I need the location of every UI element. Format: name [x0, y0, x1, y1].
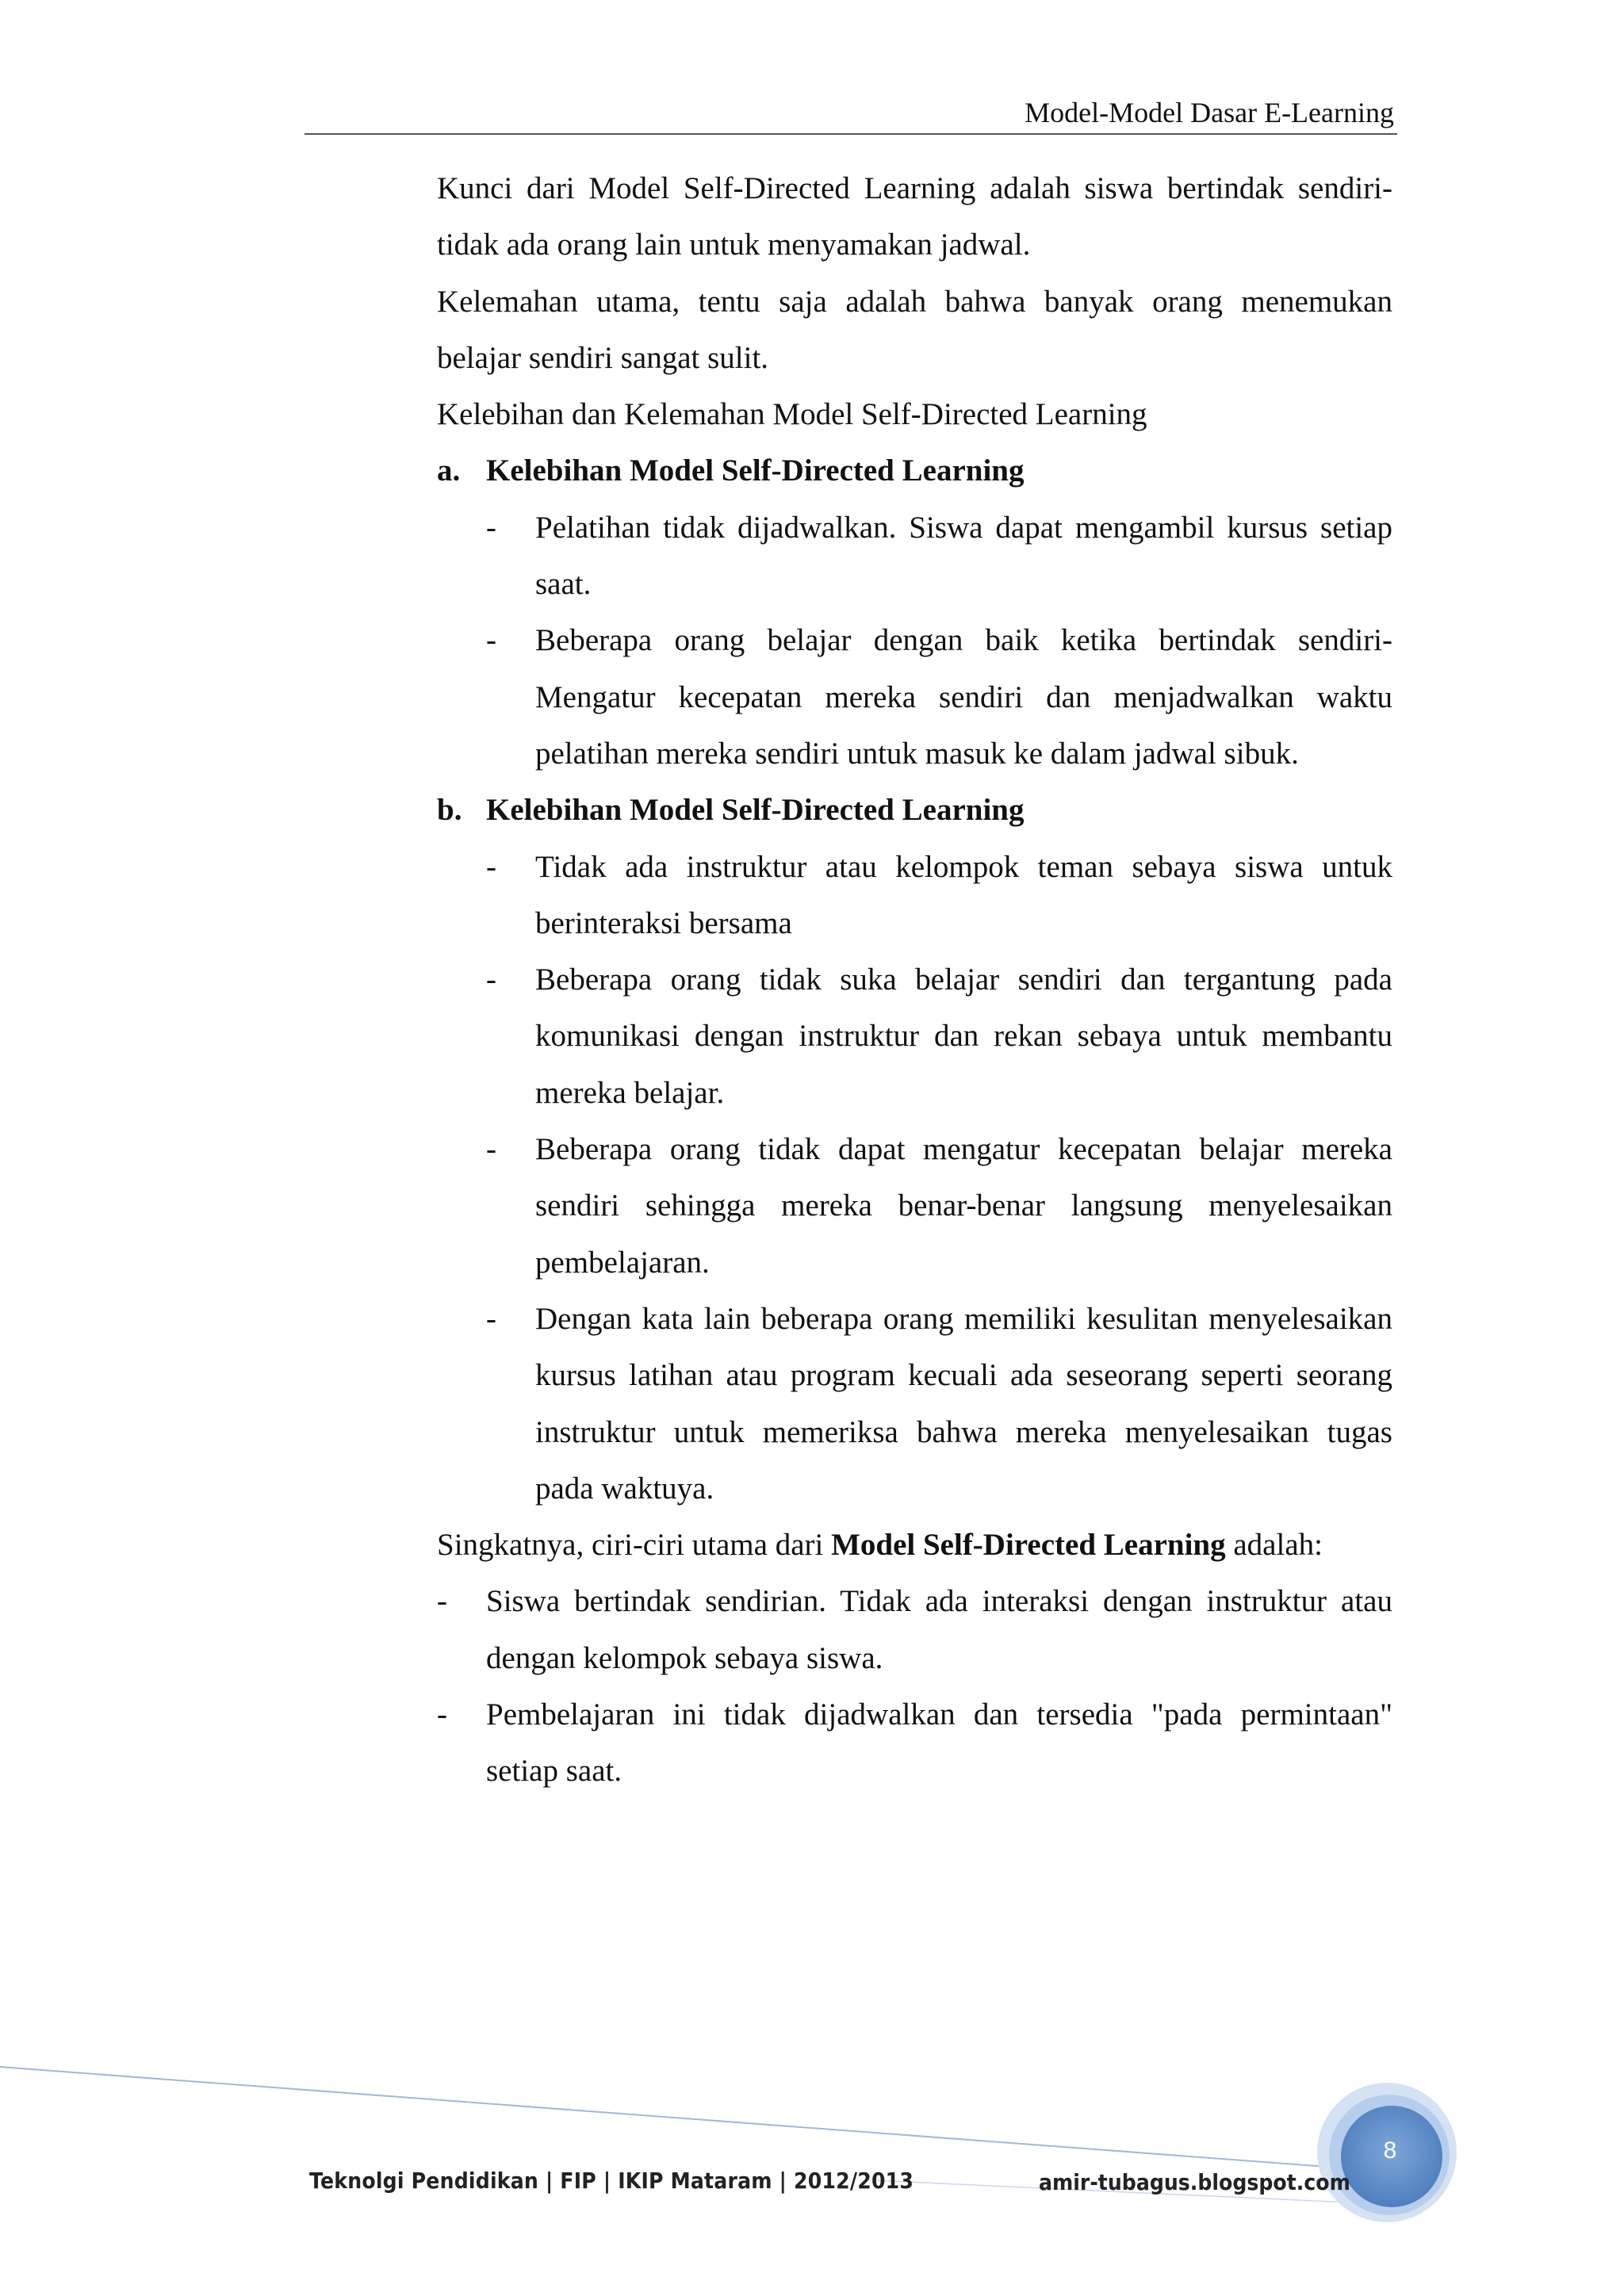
list-item: [437, 1121, 1392, 1291]
section-b-heading: [437, 782, 1392, 838]
list-item: [437, 499, 1392, 613]
page-number: 8: [1383, 2137, 1397, 2164]
section-b-marker: b.: [437, 793, 462, 828]
intro-paragraph-3: Kelebihan dan Kelemahan Model Self-Directed Learning: [437, 397, 1147, 432]
summary-item: [437, 1686, 1392, 1800]
header-title: Model-Model Dasar E-Learning: [1025, 97, 1394, 128]
list-item-text: Pelatihan tidak dijadwalkan. Siswa dapat mengambil kursus setiap saat.: [535, 510, 1392, 602]
list-item: [437, 612, 1392, 782]
summary-item-text: Pembelajaran ini tidak dijadwalkan dan tersedia "pada permintaan" setiap saat.: [486, 1697, 1392, 1789]
dash-marker: -: [437, 1697, 447, 1732]
section-a-title: Kelebihan Model Self-Directed Learning: [486, 453, 1025, 488]
page-body: [437, 160, 1392, 1800]
list-item-text: Beberapa orang tidak suka belajar sendiri dan tergantung pada komunikasi dengan instruktur dan rekan sebaya untuk membantu mereka belajar.: [535, 962, 1392, 1110]
list-item-text: Dengan kata lain beberapa orang memiliki kesulitan menyelesaikan kursus latihan atau program kecuali ada seseorang seperti seorang instruktur untuk memeriksa bahwa mereka menyelesaikan tugas pada waktuya.: [535, 1301, 1392, 1506]
summary-paragraph: [437, 1517, 1392, 1573]
summary-item-text: Siswa bertindak sendirian. Tidak ada interaksi dengan instruktur atau dengan kelompok sebaya siswa.: [486, 1584, 1392, 1675]
list-item-text: Beberapa orang tidak dapat mengatur kecepatan belajar mereka sendiri sehingga mereka benar-benar langsung menyelesaikan pembelajaran.: [535, 1132, 1392, 1280]
dash-marker: -: [437, 1584, 447, 1619]
dash-marker: -: [486, 849, 496, 884]
dash-marker: -: [486, 1132, 496, 1167]
list-item-text: Beberapa orang belajar dengan baik ketika bertindak sendiri-Mengatur kecepatan mereka sendiri dan menjadwalkan waktu pelatihan mereka sendiri untuk masuk ke dalam jadwal sibuk.: [535, 623, 1392, 771]
summary-text-before: Singkatnya, ciri-ciri utama dari: [437, 1528, 832, 1563]
list-item: [437, 951, 1392, 1121]
intro-paragraph-1: Kunci dari Model Self-Directed Learning adalah siswa bertindak sendiri-tidak ada orang lain untuk menyamakan jadwal.: [437, 171, 1392, 262]
summary-text-after: adalah:: [1225, 1528, 1323, 1563]
header-divider: [304, 133, 1397, 135]
footer-institution: Teknolgi Pendidikan | FIP | IKIP Mataram | 2012/2013: [309, 2168, 914, 2194]
dash-marker: -: [486, 1301, 496, 1336]
section-a-marker: a.: [437, 453, 461, 488]
dash-marker: -: [486, 623, 496, 658]
list-item-text: Tidak ada instruktur atau kelompok teman sebaya siswa untuk berinteraksi bersama: [535, 849, 1392, 940]
intro-paragraph-2: Kelemahan utama, tentu saja adalah bahwa banyak orang menemukan belajar sendiri sangat sulit.: [437, 284, 1392, 375]
summary-text-bold: Model Self-Directed Learning: [831, 1528, 1226, 1563]
summary-item: [437, 1573, 1392, 1686]
section-b-title: Kelebihan Model Self-Directed Learning: [486, 793, 1025, 828]
list-item: [437, 1291, 1392, 1517]
dash-marker: -: [486, 962, 496, 997]
footer-sweep-line: [0, 2067, 1348, 2168]
dash-marker: -: [486, 510, 496, 545]
section-a-heading: [437, 442, 1392, 499]
footer-website-link[interactable]: amir-tubagus.blogspot.com: [1039, 2169, 1350, 2195]
list-item: [437, 839, 1392, 952]
